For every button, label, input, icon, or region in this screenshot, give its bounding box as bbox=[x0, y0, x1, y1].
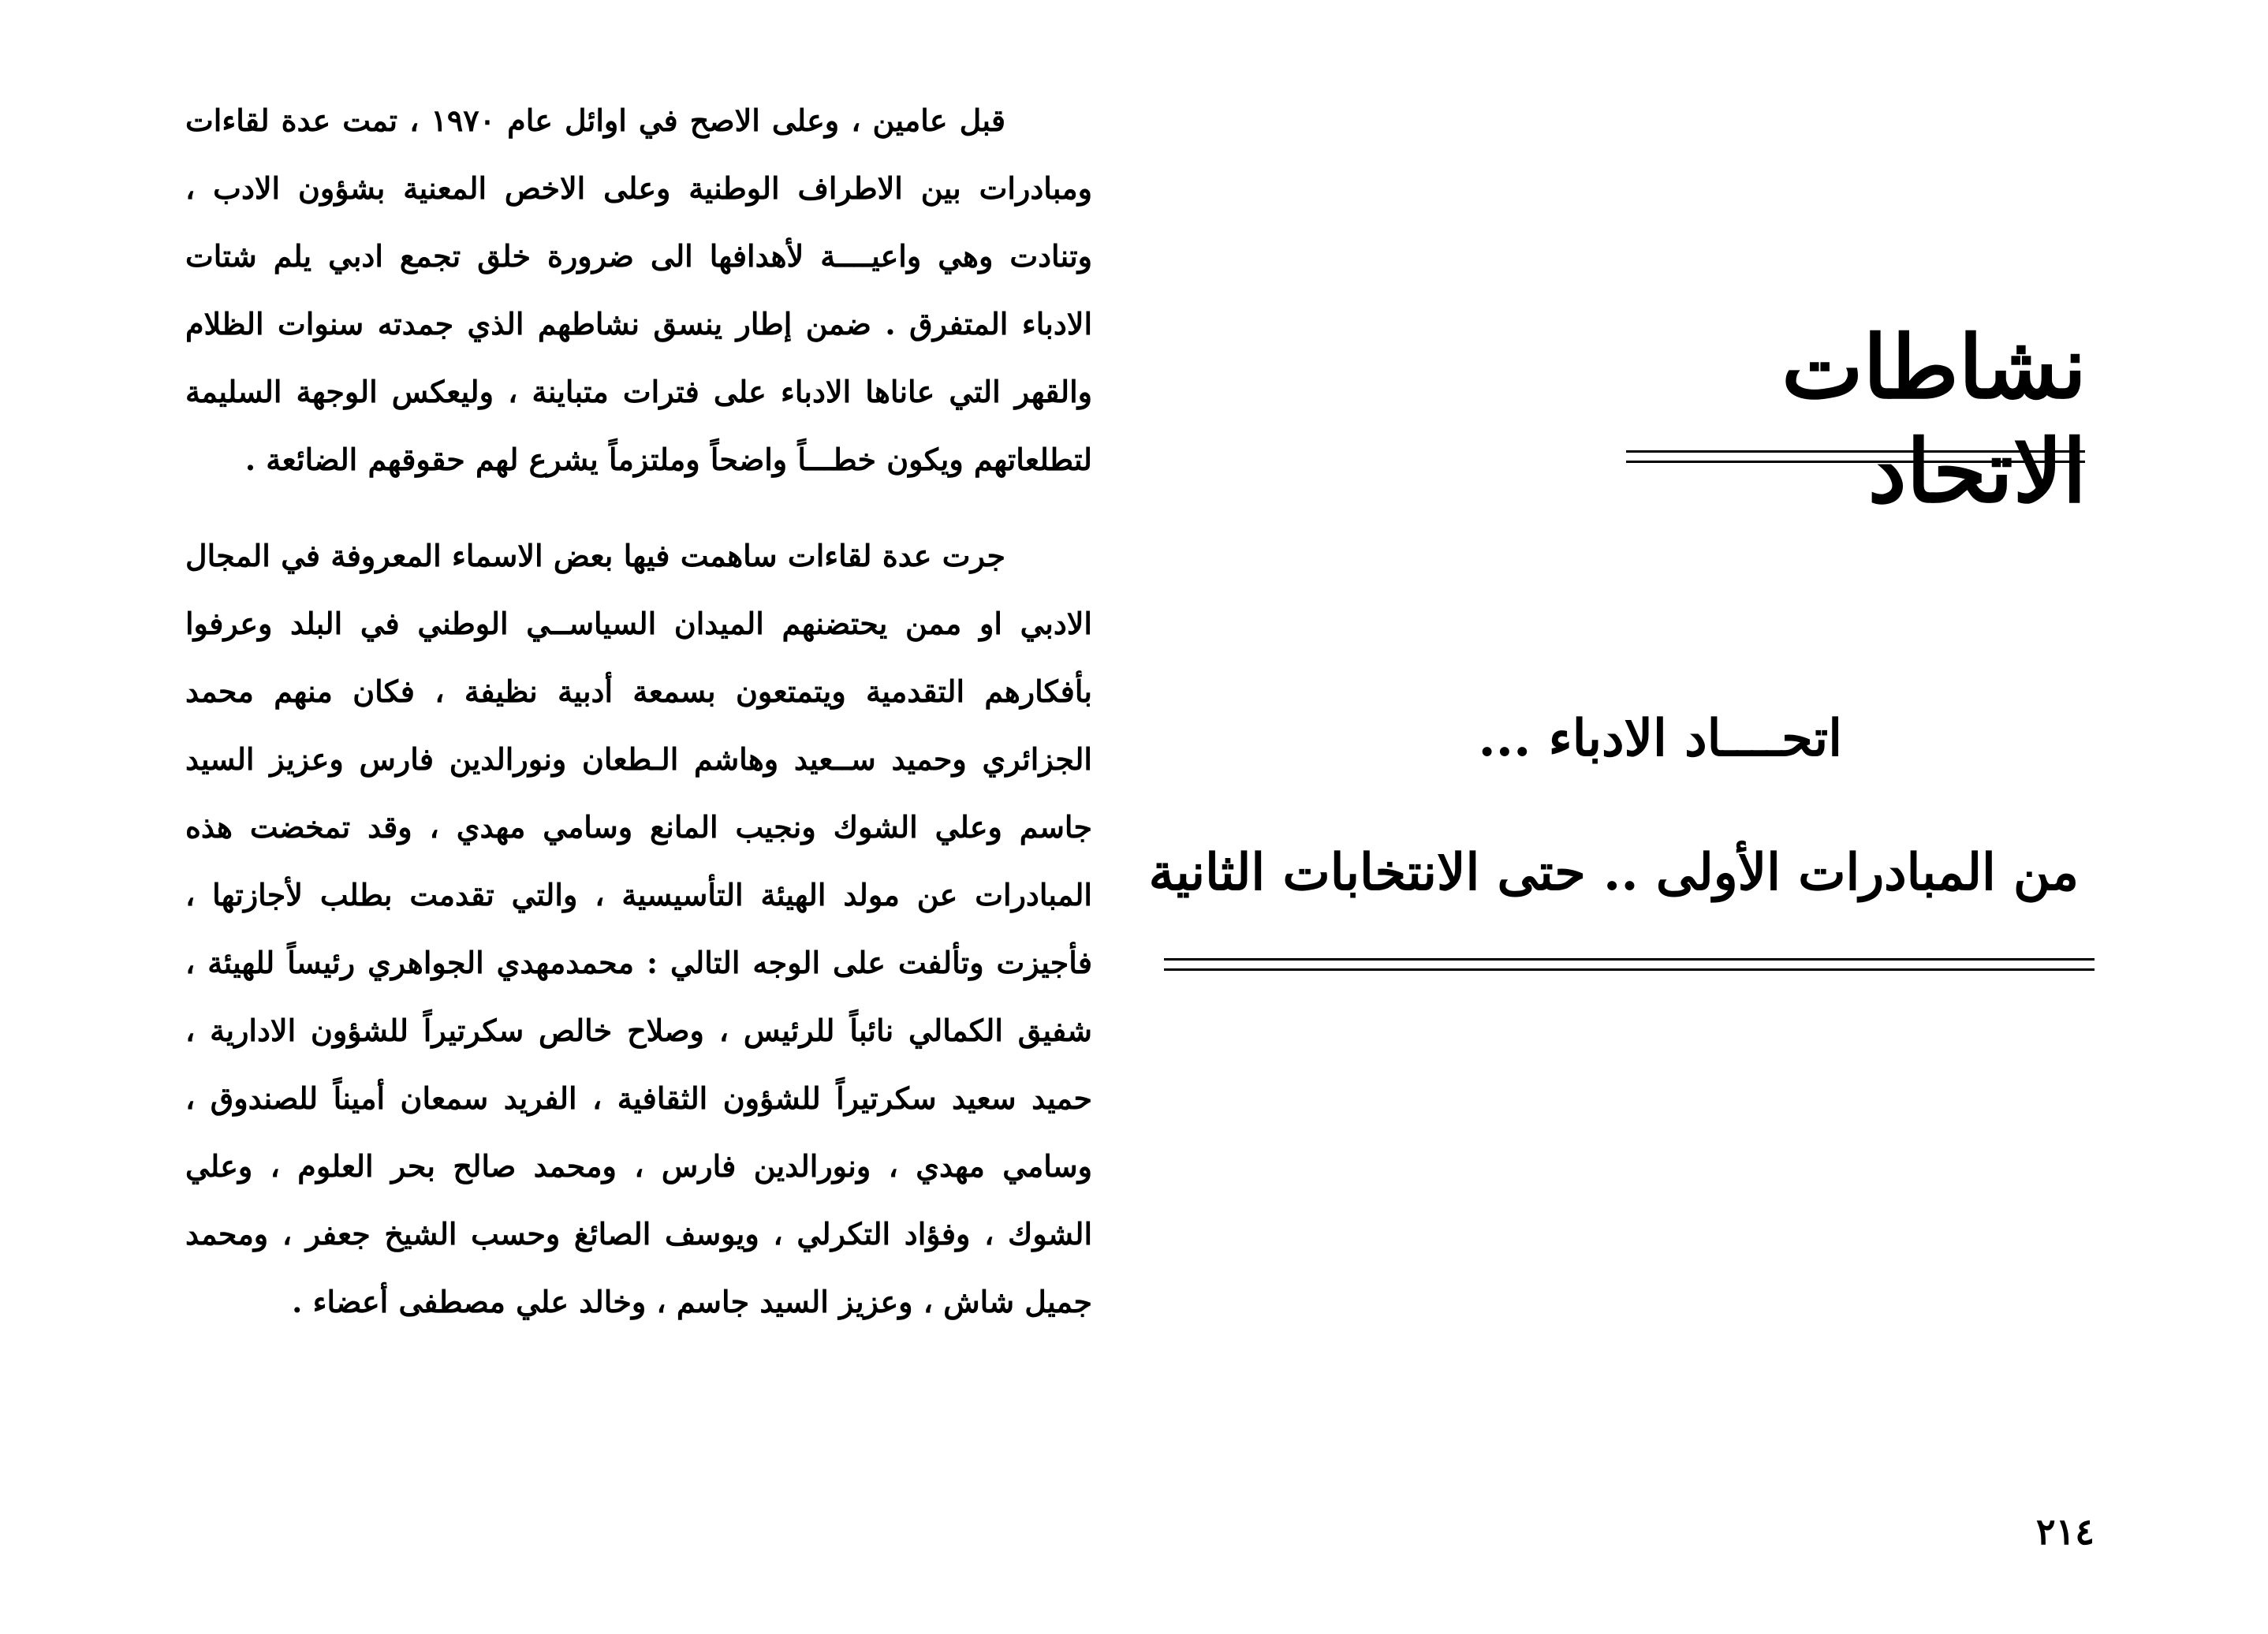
paragraph-1: قبل عامين ، وعلى الاصح في اوائل عام ١٩٧٠ ، تمت عدة لقاءات ومبادرات بين الاطراف الوطنية وعلى الاخص المعنية بشؤون الادب ، وتنادت وهي واعيــــة لأهدافها الى ضرورة خلق تجمع ادبي يلم شتات الادباء المتفرق . ضمن إطار ينسق نشاطهم الذي جمدته سنوات الظلام والقهر التي عاناها الادباء على فترات متباينة ، وليعكس الوجهة السليمة لتطلعاتهم ويكون خطـــاً واضحاً وملتزماً يشرع لهم حقوقهم الضائعة . bbox=[185, 103, 1092, 477]
subheading-initiatives: من المبادرات الأولى .. حتى الانتخابات الثانية bbox=[1148, 843, 2079, 902]
paragraph-2: جرت عدة لقاءات ساهمت فيها بعض الاسماء المعروفة في المجال الادبي او ممن يحتضنهم الميدان السياســي الوطني في البلد وعرفوا بأفكارهم التقدمية ويتمتعون بسمعة أدبية نظيفة ، فكان منهم محمد الجزائري وحميد ســعيد وهاشم الـطعان ونورالدين فارس وعزيز السيد جاسم وعلي الشوك ونجيب المانع وسامي مهدي ، وقد تمخضت هذه المبادرات عن مولد الهيئة التأسيسية ، والتي تقدمت بطلب لأجازتها ، فأجيزت وتألفت على الوجه التالي : محمدمهدي الجواهري رئيساً للهيئة ، شفيق الكمالي نائباً للرئيس ، وصلاح خالص سكرتيراً للشؤون الادارية ، حميد سعيد سكرتيراً للشؤون الثقافية ، الفريد سمعان أميناً للصندوق ، وسامي مهدي ، ونورالدين فارس ، ومحمد صالح بحر العلوم ، وعلي الشوك ، وفؤاد التكرلي ، ويوسف الصائغ وحسب الشيخ جعفر ، ومحمد جميل شاش ، وعزيز السيد جاسم ، وخالد علي مصطفى أعضاء . bbox=[185, 538, 1092, 1319]
subheading-divider bbox=[1164, 958, 2095, 971]
title-divider bbox=[1626, 450, 2085, 463]
subheading-union: اتحــــاد الادباء ... bbox=[1478, 709, 1842, 768]
article-body bbox=[185, 87, 1092, 1336]
page-number: ٢١٤ bbox=[2035, 1510, 2095, 1553]
section-title: نشاطات الاتحاد bbox=[1781, 316, 2087, 522]
